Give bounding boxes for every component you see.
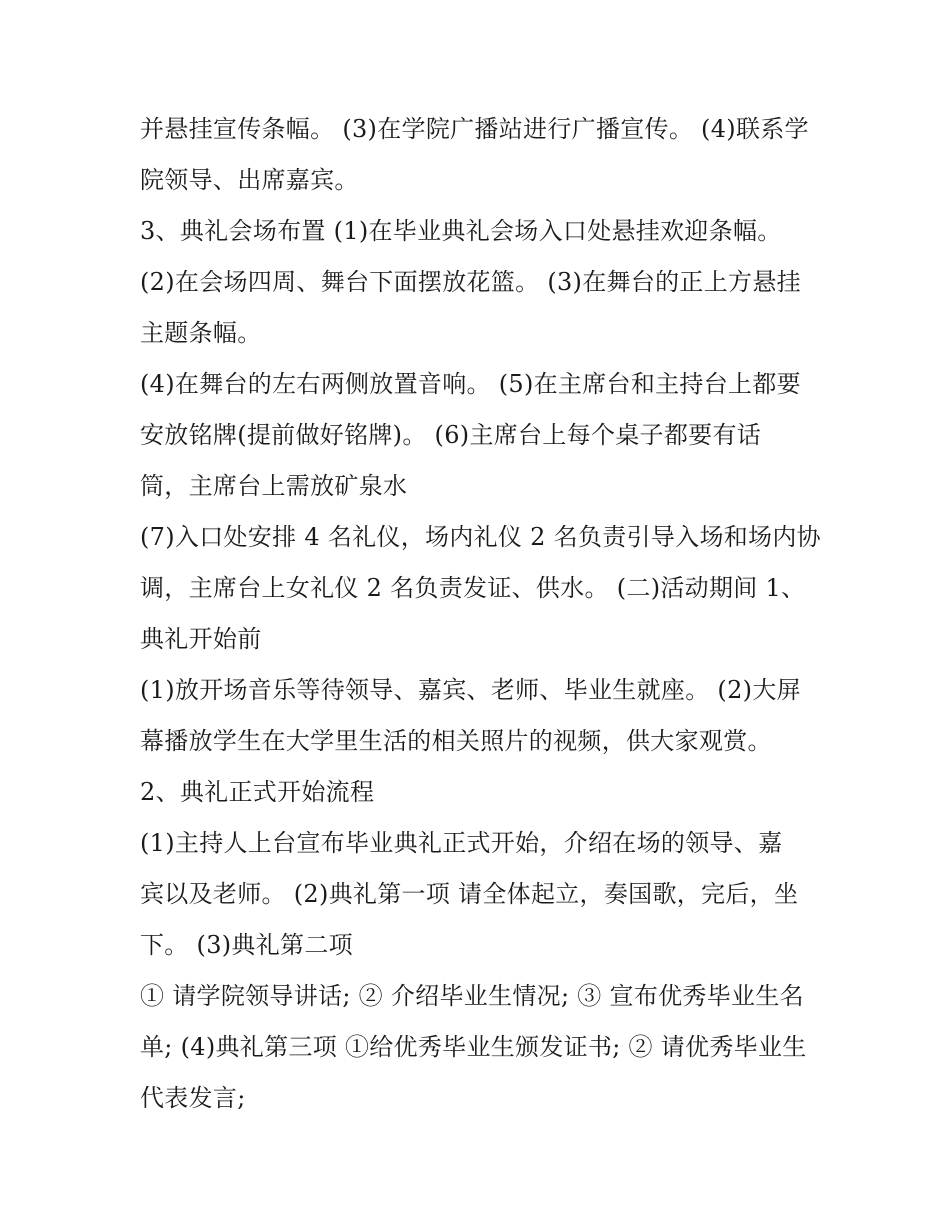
text-line: 下。 (3)典礼第二项 bbox=[140, 931, 353, 959]
text-line: 幕播放学生在大学里生活的相关照片的视频，供大家观赏。 bbox=[140, 727, 772, 755]
text-line: 典礼开始前 bbox=[140, 625, 262, 653]
text-line: (2)在会场四周、舞台下面摆放花篮。 (3)在舞台的正上方悬挂 bbox=[140, 268, 801, 296]
text-line: (1)主持人上台宣布毕业典礼正式开始，介绍在场的领导、嘉 bbox=[140, 829, 783, 857]
text-line: (7)入口处安排 4 名礼仪，场内礼仪 2 名负责引导入场和场内协 bbox=[140, 523, 821, 551]
text-line: 2、典礼正式开始流程 bbox=[140, 778, 375, 806]
text-line: 单; (4)典礼第三项 ①给优秀毕业生颁发证书; ② 请优秀毕业生 bbox=[140, 1033, 807, 1061]
text-line: (1)放开场音乐等待领导、嘉宾、老师、毕业生就座。 (2)大屏 bbox=[140, 676, 801, 704]
text-line: (4)在舞台的左右两侧放置音响。 (5)在主席台和主持台上都要 bbox=[140, 370, 801, 398]
text-line: 宾以及老师。 (2)典礼第一项 请全体起立，奏国歌，完后，坐 bbox=[140, 880, 799, 908]
text-line: 调，主席台上女礼仪 2 名负责发证、供水。 (二)活动期间 1、 bbox=[140, 574, 806, 602]
text-line: 3、典礼会场布置 (1)在毕业典礼会场入口处悬挂欢迎条幅。 bbox=[140, 217, 782, 245]
text-line: 并悬挂宣传条幅。 (3)在学院广播站进行广播宣传。 (4)联系学 bbox=[140, 115, 809, 143]
text-line: 筒，主席台上需放矿泉水 bbox=[140, 472, 408, 500]
document-body bbox=[140, 104, 820, 1124]
text-line: 院领导、出席嘉宾。 bbox=[140, 166, 359, 194]
text-line: 安放铭牌(提前做好铭牌)。 (6)主席台上每个桌子都要有话 bbox=[140, 421, 762, 449]
text-line: 主题条幅。 bbox=[140, 319, 262, 347]
text-line: ① 请学院领导讲话; ② 介绍毕业生情况; ③ 宣布优秀毕业生名 bbox=[140, 982, 804, 1010]
text-line: 代表发言; bbox=[140, 1084, 246, 1112]
